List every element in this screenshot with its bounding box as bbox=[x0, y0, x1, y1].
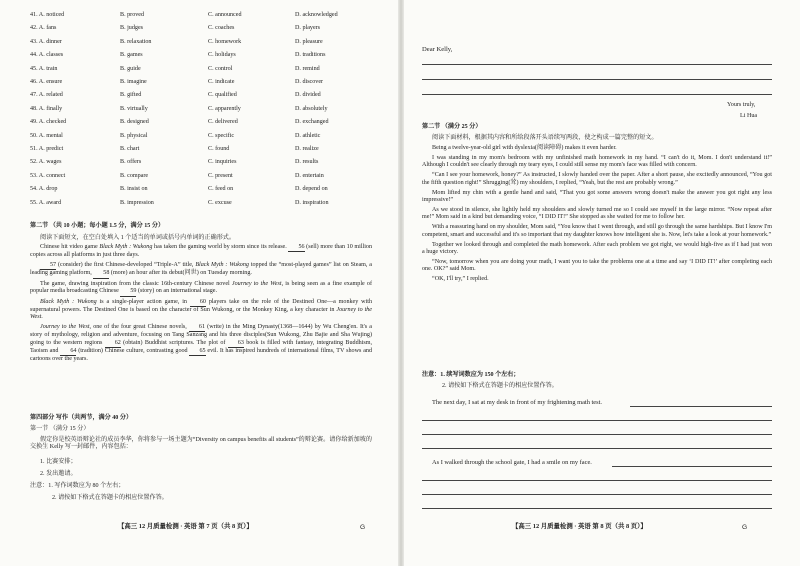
option-cell: D. remind bbox=[295, 65, 320, 72]
story-paragraph: With a reassuring hand on my shoulder, Mom said, “You know that I went through, and still go through the same hardships. But I know I'm competent, smart and successful and it's so important that my daughter knows how intelligent she is. Now, let's take a look at your homework.” bbox=[422, 224, 773, 238]
text-run: has taken the gaming world by storm since its release. bbox=[152, 244, 289, 250]
option-cell: C. homework bbox=[208, 38, 242, 45]
option-cell: C. control bbox=[208, 65, 233, 72]
part4-title: 第四部分 写作（共两节，满分 40 分） bbox=[30, 415, 133, 421]
option-cell: D. exchanged bbox=[295, 119, 329, 126]
option-cell: D. players bbox=[295, 25, 321, 32]
text-run: (more) an hour after its debut(问世) on Tuesday morning. bbox=[109, 270, 252, 277]
option-cell: D. discover bbox=[295, 79, 324, 85]
option-cell: D. results bbox=[295, 159, 319, 166]
option-cell: B. virtually bbox=[120, 105, 148, 112]
option-row bbox=[30, 66, 370, 76]
story-paragraph: “OK, I'll try,” I replied. bbox=[432, 276, 489, 283]
option-row bbox=[30, 119, 370, 129]
option-cell: 55. A. award bbox=[30, 199, 62, 206]
cloze-passage bbox=[30, 244, 372, 366]
letter-signature: Li Hua bbox=[740, 113, 758, 119]
option-cell: 41. A. noticed bbox=[30, 12, 65, 18]
story-passage bbox=[422, 145, 772, 286]
writing-line bbox=[422, 448, 772, 449]
writing-notes: 注意：1. 写作词数应为 80 个左右； bbox=[30, 483, 125, 489]
option-row bbox=[30, 12, 370, 22]
letter-greeting: Dear Kelly, bbox=[422, 46, 453, 53]
option-row bbox=[30, 186, 370, 196]
option-row bbox=[30, 25, 370, 35]
option-cell: D. depend on bbox=[295, 186, 328, 193]
option-row bbox=[30, 52, 370, 62]
italic-title: Black Myth : Wukong bbox=[40, 298, 97, 305]
blank-number: 56 bbox=[288, 244, 304, 252]
option-cell: B. relaxation bbox=[120, 38, 152, 45]
story-paragraph: Mom lifted my chin with a gentle hand and said, “That you got some answers wrong doesn't make the answer you got right any less impressive!” bbox=[422, 189, 772, 204]
option-cell: D. absolutely bbox=[295, 105, 328, 112]
writing-line bbox=[422, 508, 772, 509]
letter-closing: Yours truly, bbox=[727, 102, 756, 108]
blank-number: 62 bbox=[105, 340, 121, 348]
italic-title: Black Myth : Wukong bbox=[99, 244, 153, 250]
option-cell: C. announced bbox=[208, 12, 242, 18]
option-cell: C. excuse bbox=[208, 199, 232, 206]
text-run: The game, drawing inspiration from the classic 16th-century Chinese novel bbox=[40, 280, 232, 287]
section2-instruction: 阅读下面短文，在空白处填入 1 个适当的单词或括号内单词的正确形式。 bbox=[40, 235, 235, 241]
option-cell: C. present bbox=[208, 172, 233, 179]
notes-title: 注意：1. 续写词数应为 150 个左右； bbox=[422, 372, 520, 378]
option-cell: C. indicate bbox=[208, 79, 235, 85]
option-cell: C. qualified bbox=[208, 92, 237, 99]
option-cell: D. traditions bbox=[295, 52, 326, 59]
continuation-instruction: 阅读下面材料，根据其内容和所给段落开头语续写两段，使之构成一篇完整的短文。 bbox=[432, 135, 658, 141]
text-run: (obtain) Buddhist scriptures. The plot of bbox=[120, 339, 228, 346]
option-cell: 51. A. predict bbox=[30, 146, 64, 152]
option-cell: C. found bbox=[208, 146, 230, 152]
option-cell: B. guide bbox=[120, 65, 141, 72]
option-row bbox=[30, 106, 370, 116]
text-run: book is filled with fantasy, integrating Buddhism, Taoism and bbox=[30, 339, 372, 355]
cloze-paragraph bbox=[30, 244, 372, 260]
text-run: evil. It has inspired hundreds of international films, TV shows and cartoons over the years. bbox=[30, 348, 372, 363]
option-cell: B. physical bbox=[120, 132, 148, 139]
option-cell: D. acknowledged bbox=[295, 12, 338, 18]
option-cell: C. inquiries bbox=[208, 159, 237, 166]
option-cell: 53. A. connect bbox=[30, 172, 66, 179]
italic-title: Journey to the West bbox=[30, 306, 373, 321]
option-cell: B. compare bbox=[120, 172, 149, 179]
option-cell: 44. A. classes bbox=[30, 52, 64, 59]
writing-line bbox=[422, 64, 772, 65]
cloze-paragraph bbox=[30, 262, 372, 279]
paragraph1-opening: The next day, I sat at my desk in front of my frightening math test. bbox=[432, 399, 602, 406]
option-row bbox=[30, 200, 370, 210]
blank-number: 57 bbox=[40, 262, 56, 270]
cloze-paragraph bbox=[30, 299, 372, 322]
story-paragraph: Together we looked through and completed the math homework. After each problem we got right, we would high-five as if I had just won a huge victory. bbox=[422, 241, 772, 256]
blank-number: 63 bbox=[228, 340, 244, 348]
option-cell: 43. A. dinner bbox=[30, 38, 62, 45]
option-cell: B. insist on bbox=[120, 186, 148, 193]
section2-title: 第二节 （共 10 小题；每小题 1.5 分，满分 15 分） bbox=[30, 223, 165, 229]
option-cell: 52. A. wages bbox=[30, 159, 62, 166]
story-paragraph: I was standing in my mom's bedroom with my unfinished math homework in my hand. “I can't do it, Mom. I don't understand it!” Although I couldn't see clearly through my teary eyes, I could still sense my mom's face was filled with concern. bbox=[422, 154, 772, 169]
option-cell: B. judges bbox=[120, 25, 144, 32]
option-cell: 47. A. related bbox=[30, 92, 63, 99]
writing-prompt: 假定你是校英语辩论社的成员李华，你将参与一场主题为“Diversity on campus benefits all students”的辩论赛。请你给新加坡的交换生 Kelly 写一封邮件，内容包括： bbox=[30, 437, 372, 451]
option-cell: 45. A. train bbox=[30, 65, 58, 72]
story-paragraph: “Now, tomorrow when you are doing your math, I want you to take the problems one at a time and say ‘I DID IT!’ after completing each one. OK?” said Mom. bbox=[422, 258, 772, 273]
page-footer: 【高三 12 月质量检测 · 英语 第 7 页（共 8 页）】 bbox=[118, 523, 253, 530]
text-run: . bbox=[41, 314, 43, 321]
option-cell: C. specific bbox=[208, 132, 235, 139]
option-cell: C. delivered bbox=[208, 119, 238, 126]
blank-number: 65 bbox=[189, 348, 205, 356]
page-8 bbox=[402, 0, 800, 566]
italic-title: Journey to the West bbox=[40, 323, 90, 330]
option-cell: D. inspiration bbox=[295, 199, 329, 206]
blank-number: 58 bbox=[93, 270, 109, 278]
option-cell: 54. A. drop bbox=[30, 186, 58, 193]
option-cell: B. designed bbox=[120, 119, 149, 126]
text-run: players take on the role of the Destined One—a monkey with supernatural powers. The Destined One is based on the character of Sun Wukong, or the Monkey King, a key character in bbox=[30, 298, 373, 313]
option-cell: C. apparently bbox=[208, 105, 241, 112]
text-run: (consider) the first Chinese-developed “Triple-A” title, bbox=[56, 261, 196, 268]
blank-number: 60 bbox=[190, 299, 206, 307]
blank-number: 59 bbox=[120, 288, 136, 296]
option-cell: D. athletic bbox=[295, 132, 321, 139]
option-cell: C. feed on bbox=[208, 186, 234, 193]
part4-section1: 第一节 （满分 15 分） bbox=[30, 426, 90, 432]
text-run: (write) in the Ming Dynasty(1368—1644) by Wu Cheng'en. It's a story of mythology, religion and adventure, focusing on Tang Sanzang and his three disciples(Sun Wukong, Zhu Bajie and Sha Wujing) going to the western regions bbox=[30, 323, 372, 346]
writing-line bbox=[422, 480, 772, 481]
italic-title: Journey to the West bbox=[231, 280, 282, 287]
section2-title: 第二节 （满分 25 分） bbox=[422, 124, 482, 130]
option-cell: 49. A. checked bbox=[30, 119, 67, 126]
text-run: topped the “most-played games” list on Steam, a leading gaming platform, bbox=[30, 261, 372, 277]
option-cell: 42. A. fans bbox=[30, 25, 57, 32]
writing-line bbox=[422, 494, 772, 495]
option-cell: D. divided bbox=[295, 92, 321, 99]
option-cell: D. entertain bbox=[295, 172, 324, 179]
option-cell: D. realize bbox=[295, 146, 319, 152]
story-paragraph: Being a twelve-year-old girl with dyslexia(阅读障碍) makes it even harder. bbox=[432, 145, 617, 151]
option-row bbox=[30, 173, 370, 183]
option-cell: B. impression bbox=[120, 199, 154, 206]
option-row bbox=[30, 39, 370, 49]
blank-number: 61 bbox=[189, 324, 205, 332]
page-footer: 【高三 12 月质量检测 · 英语 第 8 页（共 8 页）】 bbox=[512, 523, 647, 530]
writing-line bbox=[612, 466, 772, 467]
text-run: (tradition) Chinese culture, contrasting good bbox=[76, 348, 190, 355]
italic-title: Black Myth : Wukong bbox=[195, 261, 249, 268]
option-cell: B. imagine bbox=[120, 79, 147, 85]
cloze-paragraph bbox=[30, 281, 372, 297]
text-run: Chinese hit video game bbox=[40, 244, 100, 250]
option-cell: 48. A. finally bbox=[30, 105, 63, 112]
option-cell: 50. A. mental bbox=[30, 132, 63, 139]
option-row bbox=[30, 92, 370, 102]
option-cell: D. pleasure bbox=[295, 38, 323, 45]
writing-line bbox=[422, 79, 772, 80]
writing-line bbox=[630, 406, 772, 407]
story-paragraph: “Can I see your homework, honey?” As instructed, I slowly handed over the paper. After a short pause, she excitedly announced, “You got the fifth question right!” Shrugging(耸) my shoulders, I replied, “Yeah, but the rest are probably wrong.” bbox=[422, 172, 772, 186]
cloze-paragraph bbox=[30, 324, 372, 364]
text-run: , one of the four great Chinese novels, bbox=[89, 323, 189, 330]
text-run: is a single-player action game, in bbox=[96, 298, 190, 305]
text-run: , is being seen as a fine example of popular media broadcasting Chinese bbox=[30, 280, 372, 295]
option-cell: B. chart bbox=[120, 146, 140, 152]
writing-point-2: 2. 发出邀请。 bbox=[40, 471, 77, 477]
notes-item-2: 2. 请按如下格式在答题卡的相应位置作答。 bbox=[442, 383, 558, 389]
option-cell: C. holidays bbox=[208, 52, 236, 59]
footer-mark: G bbox=[360, 524, 366, 531]
footer-mark: G bbox=[742, 524, 748, 531]
option-row bbox=[30, 133, 370, 143]
writing-note-2: 2. 请按如下格式在答题卡的相应位置作答。 bbox=[52, 495, 168, 501]
text-run: (sell) more than 10 million copies across all platforms in just three days. bbox=[30, 244, 372, 259]
blank-number: 64 bbox=[60, 348, 76, 356]
writing-point-1: 1. 比赛安排； bbox=[40, 459, 77, 465]
option-row bbox=[30, 159, 370, 169]
writing-line bbox=[422, 434, 772, 435]
story-paragraph: As we stood in silence, she lightly held my shoulders and slowly turned me so I could see myself in the large mirror. “Now repeat after me!” Mom said in a kind but demanding voice, “I DID IT!” She stopped as she waited for me to follow her. bbox=[422, 206, 772, 221]
writing-line bbox=[422, 94, 772, 95]
option-cell: C. coaches bbox=[208, 25, 235, 32]
option-row bbox=[30, 79, 370, 89]
option-cell: B. gifted bbox=[120, 92, 142, 99]
option-cell: B. proved bbox=[120, 12, 145, 18]
option-row bbox=[30, 146, 370, 156]
option-cell: B. offers bbox=[120, 159, 142, 166]
option-cell: 46. A. ensure bbox=[30, 79, 63, 85]
writing-line bbox=[422, 420, 772, 421]
option-cell: B. games bbox=[120, 52, 143, 59]
text-run: (story) on an international stage. bbox=[136, 288, 218, 295]
paragraph2-opening: As I walked through the school gate, I had a smile on my face. bbox=[432, 459, 592, 466]
